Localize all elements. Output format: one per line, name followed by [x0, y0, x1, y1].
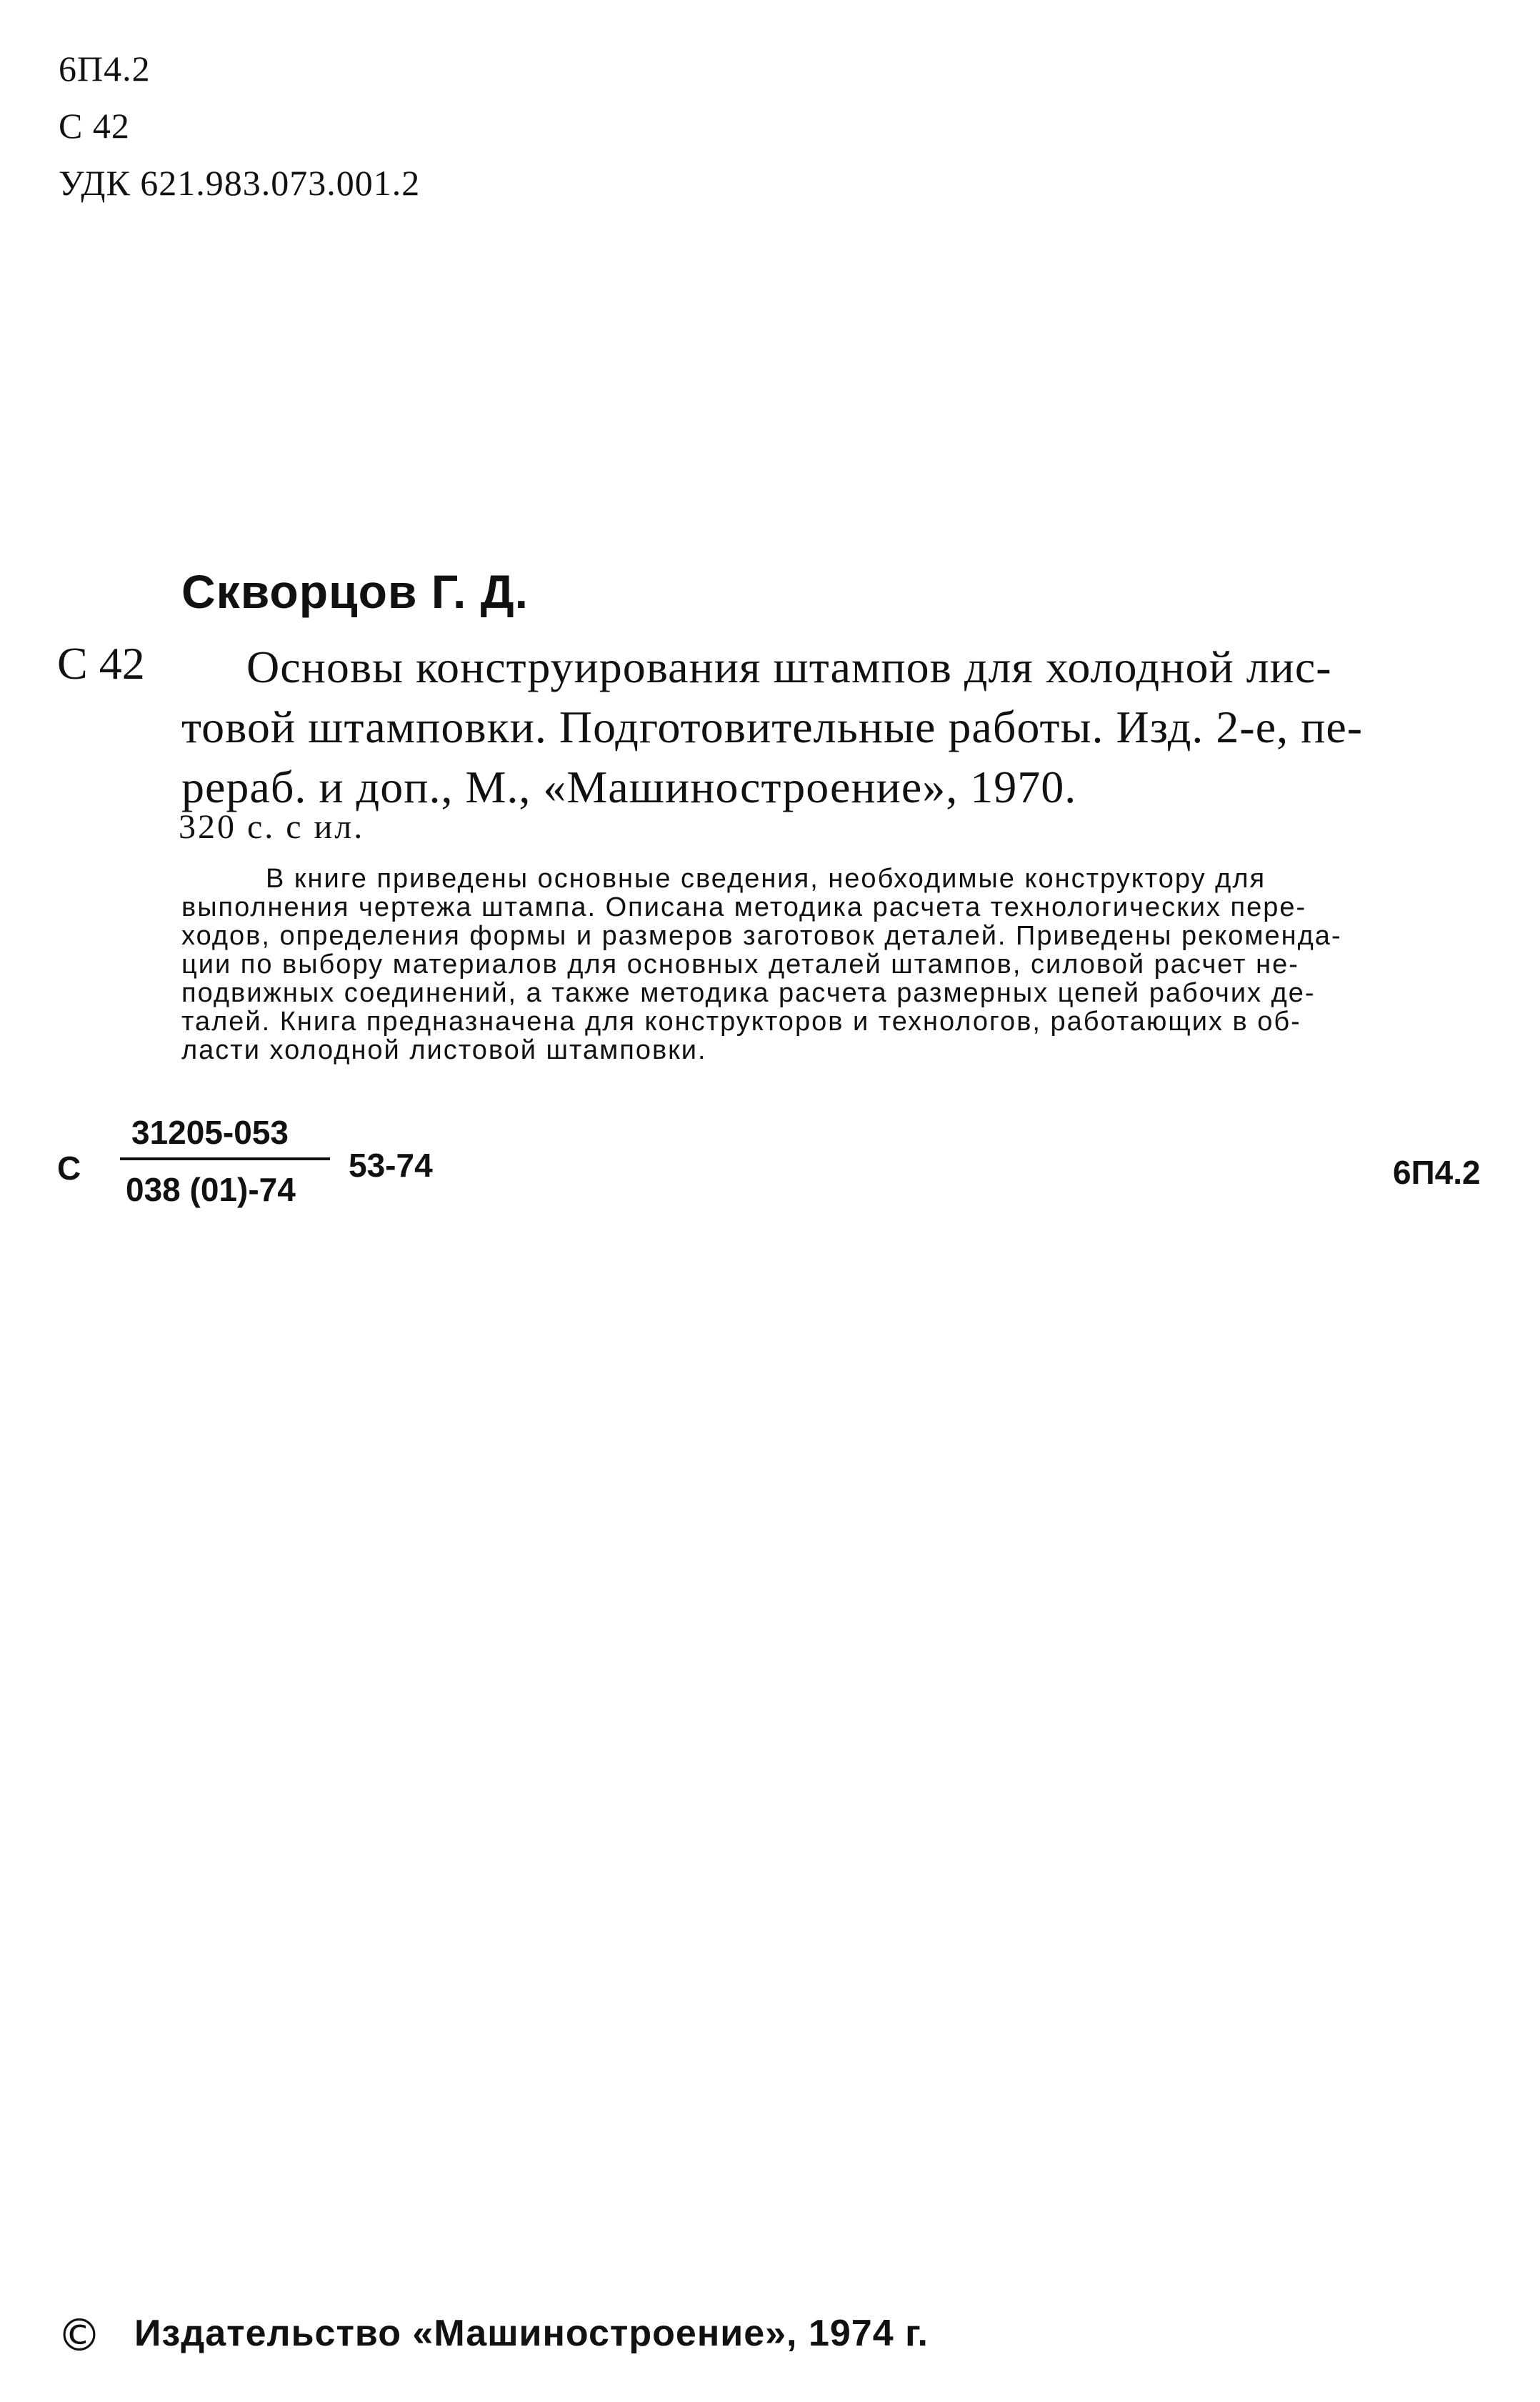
abstract-line: выполнения чертежа штампа. Описана методика расчета технологических пере-	[181, 892, 1307, 922]
copyright-text: Издательство «Машиностроение», 1974 г.	[134, 2313, 929, 2354]
abstract-line: подвижных соединений, а также методика расчета размерных цепей рабочих де-	[181, 978, 1316, 1008]
abstract-line: ходов, определения формы и размеров заготовок деталей. Приведены рекоменда-	[181, 921, 1342, 951]
page-count: 320 с. с ил.	[179, 808, 365, 846]
title-line-2: товой штамповки. Подготовительные работы. Изд. 2-е, пе-	[181, 702, 1364, 752]
catalog-code: С 42	[57, 638, 145, 689]
bbk-code: 6П4.2	[59, 49, 151, 89]
udc-code: УДК 621.983.073.001.2	[59, 163, 421, 203]
author-name: Скворцов Г. Д.	[181, 565, 529, 618]
author-sign-code: С 42	[59, 106, 130, 146]
title-line-3: рераб. и доп., М., «Машиностроение», 1970.	[181, 762, 1077, 812]
fraction-bar	[120, 1157, 330, 1160]
publication-code-denominator: 038 (01)-74	[126, 1171, 296, 1208]
title-line-1: Основы конструирования штампов для холодной лис-	[246, 642, 1332, 692]
abstract-line: В книге приведены основные сведения, необходимые конструктору для	[266, 864, 1266, 894]
publication-code-suffix: 53-74	[349, 1147, 433, 1184]
abstract-line: ласти холодной листовой штамповки.	[181, 1035, 707, 1065]
publication-code-numerator: 31205-053	[131, 1114, 289, 1151]
publication-code-letter: С	[57, 1150, 81, 1187]
copyright-icon: ©	[57, 2309, 101, 2361]
abstract-line: талей. Книга предназначена для конструкторов и технологов, работающих в об-	[181, 1007, 1301, 1037]
abstract-line: ции по выбору материалов для основных деталей штампов, силовой расчет не-	[181, 950, 1299, 980]
bbk-index-right: 6П4.2	[1393, 1154, 1481, 1191]
